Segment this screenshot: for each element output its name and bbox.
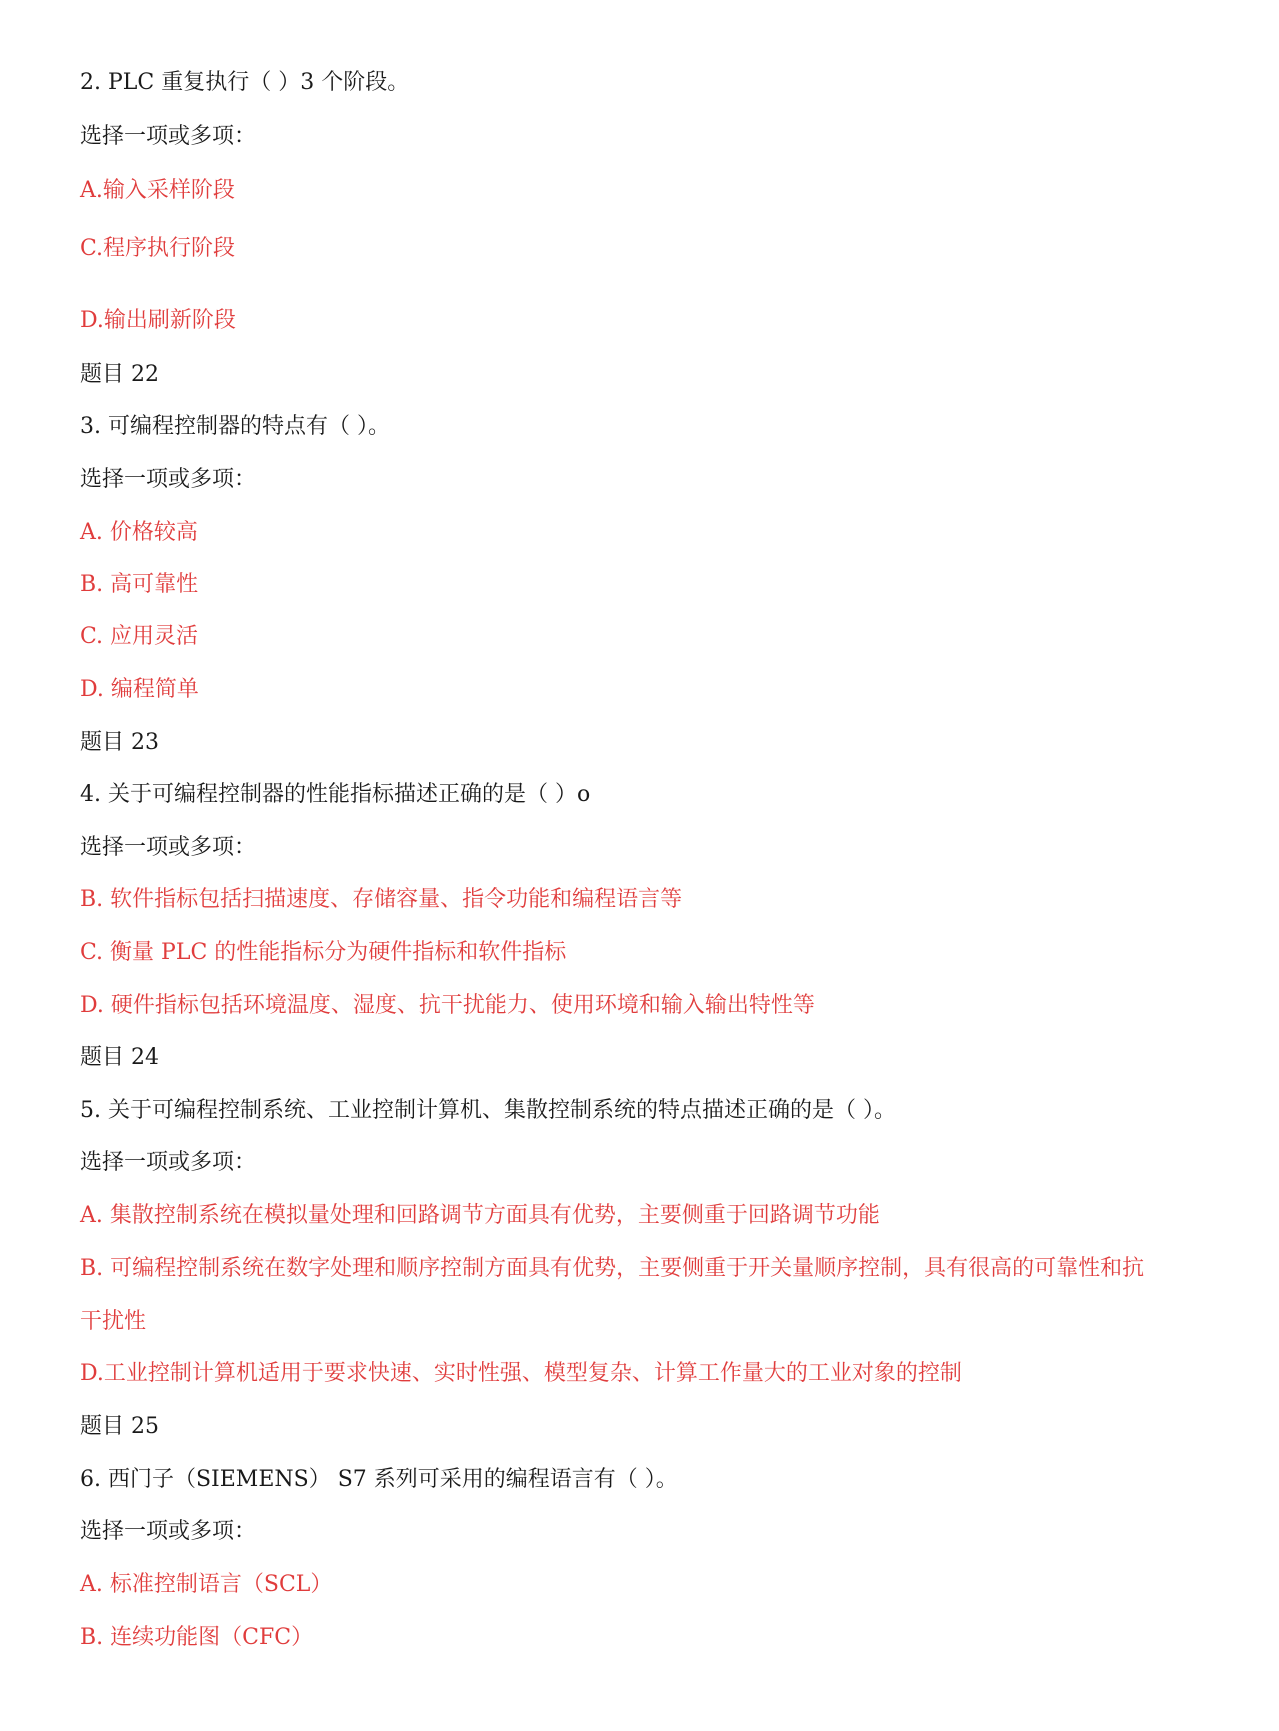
question-heading: 题目 25 — [80, 1414, 159, 1439]
answer-option-d: D.工业控制计算机适用于要求快速、实时性强、模型复杂、计算工作量大的工业对象的控制 — [80, 1361, 962, 1386]
answer-option-d: D.输出刷新阶段 — [80, 308, 236, 333]
answer-option-c: C. 应用灵活 — [80, 624, 199, 649]
prompt-text: 选择一项或多项： — [80, 835, 257, 860]
question-6: 6. 西门子（SIEMENS） S7 系列可采用的编程语言有（ ）。 — [80, 1467, 678, 1492]
answer-option-b: B. 高可靠性 — [80, 572, 199, 597]
question-2: 2. PLC 重复执行（ ）3 个阶段。 — [80, 70, 410, 95]
answer-option-b-continued: 干扰性 — [80, 1309, 147, 1334]
answer-option-a: A. 价格较高 — [80, 520, 198, 545]
prompt-text: 选择一项或多项： — [80, 1150, 257, 1175]
question-heading: 题目 22 — [80, 362, 159, 387]
answer-option-d: D. 编程简单 — [80, 677, 199, 702]
question-heading: 题目 23 — [80, 730, 159, 755]
prompt-text: 选择一项或多项： — [80, 1519, 257, 1544]
answer-option-c: C. 衡量 PLC 的性能指标分为硬件指标和软件指标 — [80, 940, 567, 965]
answer-option-a: A. 集散控制系统在模拟量处理和回路调节方面具有优势，主要侧重于回路调节功能 — [80, 1203, 880, 1228]
question-5: 5. 关于可编程控制系统、工业控制计算机、集散控制系统的特点描述正确的是（ ）。 — [80, 1098, 896, 1123]
prompt-text: 选择一项或多项： — [80, 124, 257, 149]
answer-option-b: B. 可编程控制系统在数字处理和顺序控制方面具有优势，主要侧重于开关量顺序控制，具有很高的可靠性和抗 — [80, 1256, 1145, 1281]
question-heading: 题目 24 — [80, 1045, 159, 1070]
answer-option-a: A.输入采样阶段 — [80, 178, 235, 203]
answer-option-d: D. 硬件指标包括环境温度、湿度、抗干扰能力、使用环境和输入输出特性等 — [80, 993, 815, 1018]
prompt-text: 选择一项或多项： — [80, 467, 257, 492]
question-3: 3. 可编程控制器的特点有（ ）。 — [80, 414, 390, 439]
answer-option-b: B. 软件指标包括扫描速度、存储容量、指令功能和编程语言等 — [80, 887, 683, 912]
answer-option-a: A. 标准控制语言（SCL） — [80, 1572, 333, 1597]
question-4: 4. 关于可编程控制器的性能指标描述正确的是（ ）o — [80, 782, 591, 807]
answer-option-b: B. 连续功能图（CFC） — [80, 1625, 314, 1650]
answer-option-c: C.程序执行阶段 — [80, 236, 236, 261]
